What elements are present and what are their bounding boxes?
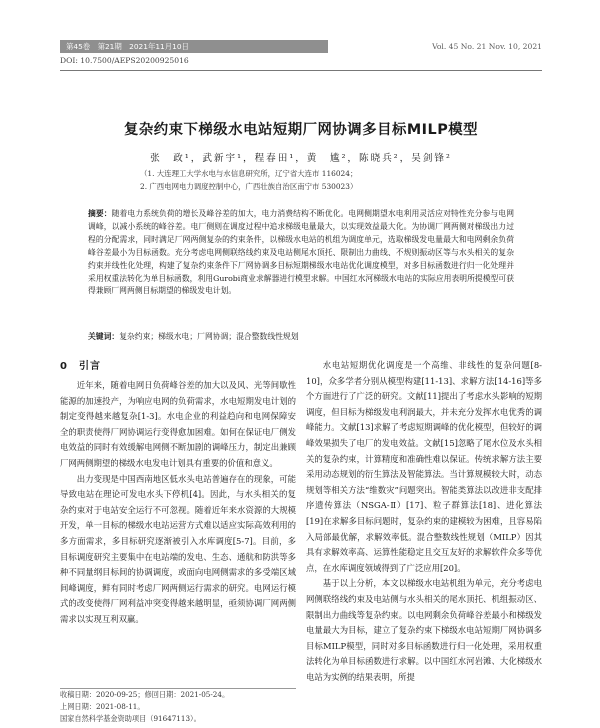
keywords-text: 复杂约束；梯级水电；厂网协调；混合整数线性规划 [119, 332, 299, 341]
abstract-text: 随着电力系统负荷的增长及峰谷差的加大，电力消费结构不断优化。电网侧期望水电利用灵活应对特性充分参与电网调峰，以减小系统的峰谷差。电厂侧则在调度过程中追求梯级电量最大，以实现效益最大化。为协调厂网两侧对梯级出力过程的分配需求，同时满足厂网两侧复杂的约束条件，以梯级水电站的机组为调度单元，选取梯级发电量最大和电网剩余负荷峰谷差最小为目标函数。充分考虑电网侧联络线约束及电站侧尾水顶托、限制出力曲线、不规则振动区等与水头相关的复杂约束并线性化处理，构建了复杂约束条件下厂网协调多目标短期梯级水电站优化调度模型，对多目标函数进行归一化处理并采用权重法转化为单目标函数，利用Gurobi商业求解器进行模型求解。中国红水河梯级水电站的实际应用表明所提模型可获得兼顾厂网两侧目标期望的梯级发电计划。 [88, 209, 514, 296]
keywords-label: 关键词： [88, 332, 120, 341]
header-rule [60, 70, 542, 71]
doi[interactable]: DOI: 10.7500/AEPS20200925016 [60, 56, 189, 65]
affiliation-1: （1. 大连理工大学水电与水信息研究所，辽宁省大连市 116024； [140, 169, 358, 178]
journal-info-bar: 第45卷 第21期 2021年11月10日 [60, 40, 328, 53]
keywords [88, 331, 514, 342]
right-column [306, 358, 542, 685]
affiliation-2: 2. 广西电网电力调度控制中心，广西壮族自治区南宁市 530023） [140, 182, 358, 191]
intro-paragraph: 近年来，随着电网日负荷峰谷差的加大以及风、光等间歇性能源的加速投产，为响应电网的负荷需求，水电短期发电计划的制定变得越来越复杂[1-3]。水电企业的利益趋向和电网保障安全的职责使得厂网协调运行变得愈加困难。如何在保证电厂侧发电效益的同时有效缓解电网侧不断加剧的调峰压力，制定出兼顾厂网两侧期望的梯级水电发电计划具有重要的价值和意义。 [60, 380, 296, 468]
journal-info-en: Vol. 45 No. 21 Nov. 10, 2021 [432, 42, 542, 51]
footnote-received: 收稿日期：2020-09-25；修回日期：2021-05-24。 [60, 690, 230, 699]
footnote-rule [60, 688, 296, 689]
footnote-funding: 国家自然科学基金资助项目（91647113）。 [60, 714, 201, 723]
footnote-online: 上网日期：2021-08-11。 [60, 702, 145, 711]
body-paragraph: 水电站短期优化调度是一个高维、非线性的复杂问题[8-10]，众多学者分别从模型构建[11-13]、求解方法[14-16]等多个方面进行了广泛的研究。文献[11]提出了考虑水头影响的短期调度，但目标为梯级发电利润最大，并未充分发挥水电优秀的调峰能力。文献[13]求解了考虑短期调峰的优化模型，但较好的调峰效果损失了电厂的发电效益。文献[15]忽略了尾水位及水头相关的复杂约束，计算精度和准确性难以保证。传统求解方法主要采用动态规划的衍生算法及智能算法。当计算规模较大时，动态规划等相关方法“维数灾”问题突出。智能类算法以改进非支配排序遗传算法（NSGA-Ⅱ）[17]、粒子群算法[18]、进化算法[19]在求解多目标问题时，复杂约束的建模较为困难，且容易陷入局部最优解，求解效率低。混合整数线性规划（MILP）因其具有求解效率高、运算性能稳定且交互友好的求解软件众多等优点，在水库调度领域得到了广泛应用[20]。 [306, 360, 542, 573]
author-list: 张 政¹，武新宇¹，程春田¹，黄 尴²，陈晓兵²，吴剑锋² [150, 153, 452, 164]
intro-paragraph: 出力变现是中国西南地区低水头电站普遍存在的现象，可能导致电站在理论可发电水头下停机[4]。因此，与水头相关的复杂约束对于电站安全运行不可忽视。随着近年来水资源的大规模开发，单一目标的梯级水电站运营方式难以适应实际高效利用的多方面需求，多目标研究逐渐被引入水库调度[5-7]。目前，多目标调度研究主要集中在电站端的发电、生态、通航和防洪等多种不同量纲目标间的协调调度，或面向电网侧需求的多受端区域间峰调度，鲜有同时考虑厂网两侧运行需求的研究。电网运行模式的改变使得厂网利益冲突变得越来越明显，亟须协调厂网两侧需求以实现互利双赢。 [60, 473, 296, 624]
paper-title: 复杂约束下梯级水电站短期厂网协调多目标MILP模型 [123, 122, 479, 138]
abstract [88, 208, 514, 298]
body-paragraph: 基于以上分析，本文以梯级水电站机组为单元，充分考虑电网侧联络线约束及电站侧与水头相关的尾水顶托、机组振动区、限制出力曲线等复杂约束。以电网剩余负荷峰谷差最小和梯级发电量最大为目标，建立了复杂约束下梯级水电站短期厂网协调多目标MILP模型，同时对多目标函数进行归一化处理，采用权重法转化为单目标函数进行求解。以中国红水河岩滩、大化梯级水电站为实例的结果表明，所提 [306, 578, 542, 682]
left-column [60, 378, 296, 628]
section-heading-introduction: 0 引言 [60, 361, 101, 372]
abstract-label: 摘要： [88, 209, 112, 218]
